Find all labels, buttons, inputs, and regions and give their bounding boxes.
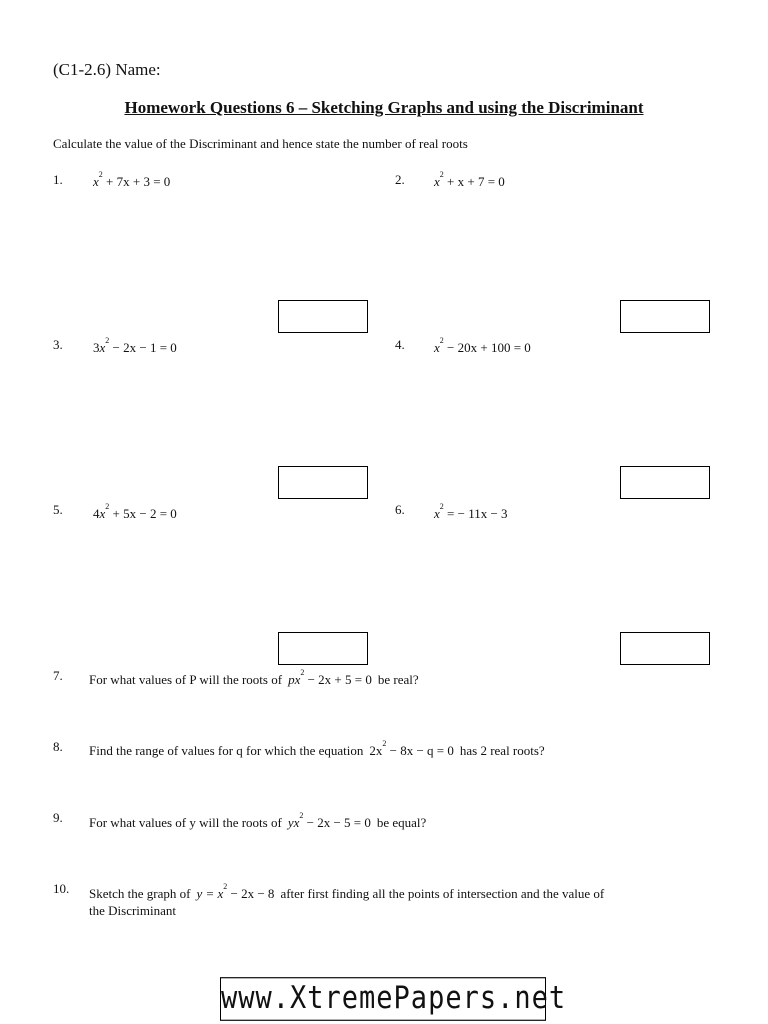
instructions: Calculate the value of the Discriminant and hence state the number of real roots	[53, 136, 468, 151]
question-number: 4.	[395, 337, 405, 352]
question-number: 3.	[53, 337, 63, 352]
question-equation: $x^2 + 7x + 3 = 0$	[93, 170, 171, 189]
answer-box[interactable]	[620, 466, 710, 499]
question-equation: $x^2$ = − 11x − 3	[434, 502, 508, 521]
answer-box[interactable]	[620, 300, 710, 333]
question-number: 8.	[53, 739, 63, 754]
question-number: 10.	[53, 881, 70, 896]
question-equation: $x^2 - 20x + 100 = 0$	[434, 336, 531, 355]
question-text: For what values of y will the roots of $yx^2 - 2x - 5 = 0$ be equal?	[89, 811, 427, 830]
header-name-line: (C1-2.6) Name:	[53, 60, 161, 79]
question-equation: $4x^2 + 5x - 2 = 0$	[93, 502, 177, 521]
answer-box[interactable]	[620, 632, 710, 665]
question-equation: $x^2 + x + 7 = 0$	[434, 170, 505, 189]
question-text-continued: the Discriminant	[89, 903, 177, 918]
question-equation: $3x^2 - 2x - 1 = 0$	[93, 336, 177, 355]
question-number: 6.	[395, 502, 405, 517]
question-number: 5.	[53, 502, 63, 517]
question-number: 2.	[395, 172, 405, 187]
footer-watermark-link[interactable]: www.XtremePapers.net	[220, 977, 546, 1021]
answer-box[interactable]	[278, 300, 368, 333]
page-title: Homework Questions 6 – Sketching Graphs and using the Discriminant	[124, 98, 644, 117]
answer-box[interactable]	[278, 466, 368, 499]
question-text: Sketch the graph of $y = x^2 - 2x - 8$ after first finding all the points of intersection and the value of	[89, 882, 605, 901]
question-number: 7.	[53, 668, 63, 683]
question-text: For what values of P will the roots of $px^2 - 2x + 5 = 0$ be real?	[89, 668, 419, 687]
question-number: 9.	[53, 810, 63, 825]
question-text: Find the range of values for q for which the equation $2x^2 - 8x - q = 0$ has 2 real roots?	[89, 739, 545, 758]
answer-box[interactable]	[278, 632, 368, 665]
question-number: 1.	[53, 172, 63, 187]
